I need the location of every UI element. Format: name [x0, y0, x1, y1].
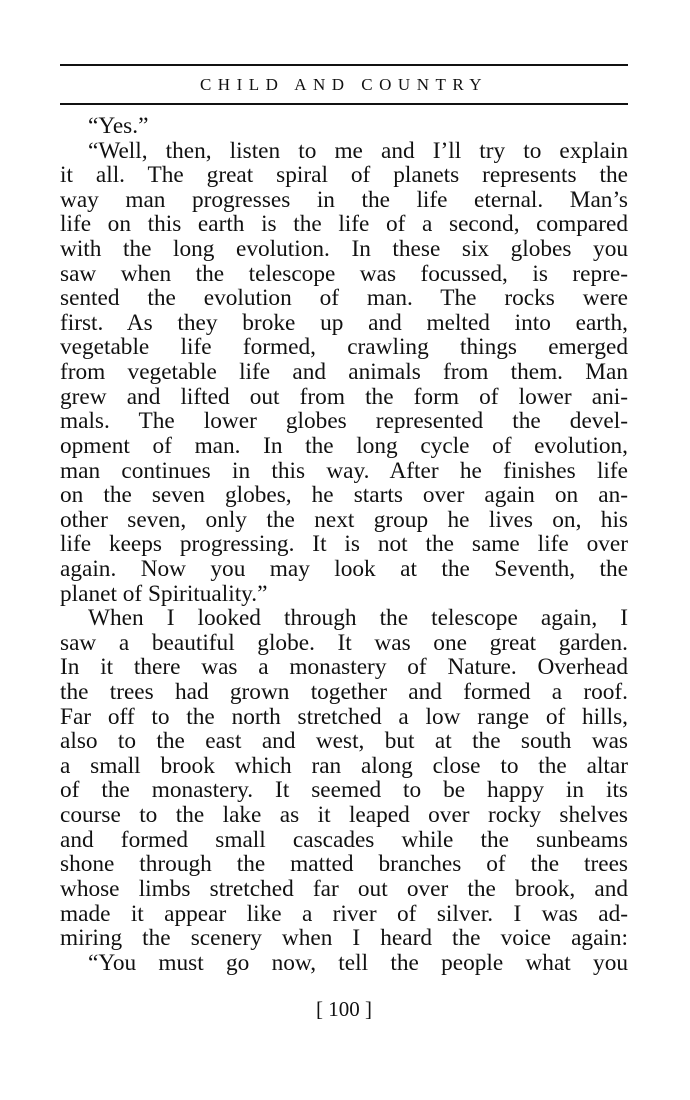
text-line: In it there was a monastery of Nature. Overhead: [60, 654, 628, 681]
body-text: [60, 114, 628, 975]
running-title: CHILD AND COUNTRY: [199, 75, 489, 94]
text-line: grew and lifted out from the form of lower ani-: [60, 383, 628, 410]
text-line: “Well, then, listen to me and I’ll try to explain: [88, 137, 628, 164]
text-line: and formed small cascades while the sunbeams: [60, 826, 628, 853]
text-line: again. Now you may look at the Seventh, the: [60, 555, 628, 582]
text-line: course to the lake as it leaped over rocky shelves: [60, 802, 628, 829]
text-line: shone through the matted branches of the trees: [60, 851, 628, 878]
text-line: of the monastery. It seemed to be happy in its: [60, 777, 628, 804]
text-line: made it appear like a river of silver. I was ad-: [60, 900, 628, 927]
text-line: “Yes.”: [88, 113, 149, 139]
text-line: way man progresses in the life eternal. Man’s: [60, 186, 628, 213]
text-line: vegetable life formed, crawling things emerged: [60, 334, 628, 361]
text-line: saw a beautiful globe. It was one great garden.: [60, 629, 628, 656]
header-rule-bottom: [60, 103, 628, 105]
text-line: on the seven globes, he starts over again on an-: [60, 482, 628, 509]
text-line: from vegetable life and animals from them. Man: [60, 359, 628, 386]
text-line: miring the scenery when I heard the voice again:: [60, 925, 628, 952]
text-line: Far off to the north stretched a low range of hills,: [60, 703, 628, 730]
text-line: it all. The great spiral of planets represents the: [60, 162, 628, 189]
text-line: whose limbs stretched far out over the brook, and: [60, 875, 628, 902]
page-number: [ 100 ]: [316, 997, 372, 1021]
text-line: “You must go now, tell the people what you: [88, 949, 628, 976]
text-line: saw when the telescope was focussed, is repre-: [60, 260, 628, 287]
text-line: with the long evolution. In these six globes you: [60, 236, 628, 263]
text-line: man continues in this way. After he finishes life: [60, 457, 628, 484]
text-line: also to the east and west, but at the south was: [60, 728, 628, 755]
text-line: When I looked through the telescope again, I: [88, 605, 628, 632]
text-line: opment of man. In the long cycle of evolution,: [60, 432, 628, 459]
text-line: a small brook which ran along close to the altar: [60, 752, 628, 779]
text-line: mals. The lower globes represented the devel-: [60, 408, 628, 435]
text-line: life on this earth is the life of a second, compared: [60, 211, 628, 238]
text-line: planet of Spirituality.”: [60, 580, 268, 607]
text-line: first. As they broke up and melted into earth,: [60, 309, 628, 336]
text-line: life keeps progressing. It is not the same life over: [60, 531, 628, 558]
text-line: sented the evolution of man. The rocks were: [60, 285, 628, 312]
text-line: other seven, only the next group he lives on, his: [60, 506, 628, 533]
header-rule-top: [60, 64, 628, 66]
text-line: the trees had grown together and formed a roof.: [60, 679, 628, 706]
